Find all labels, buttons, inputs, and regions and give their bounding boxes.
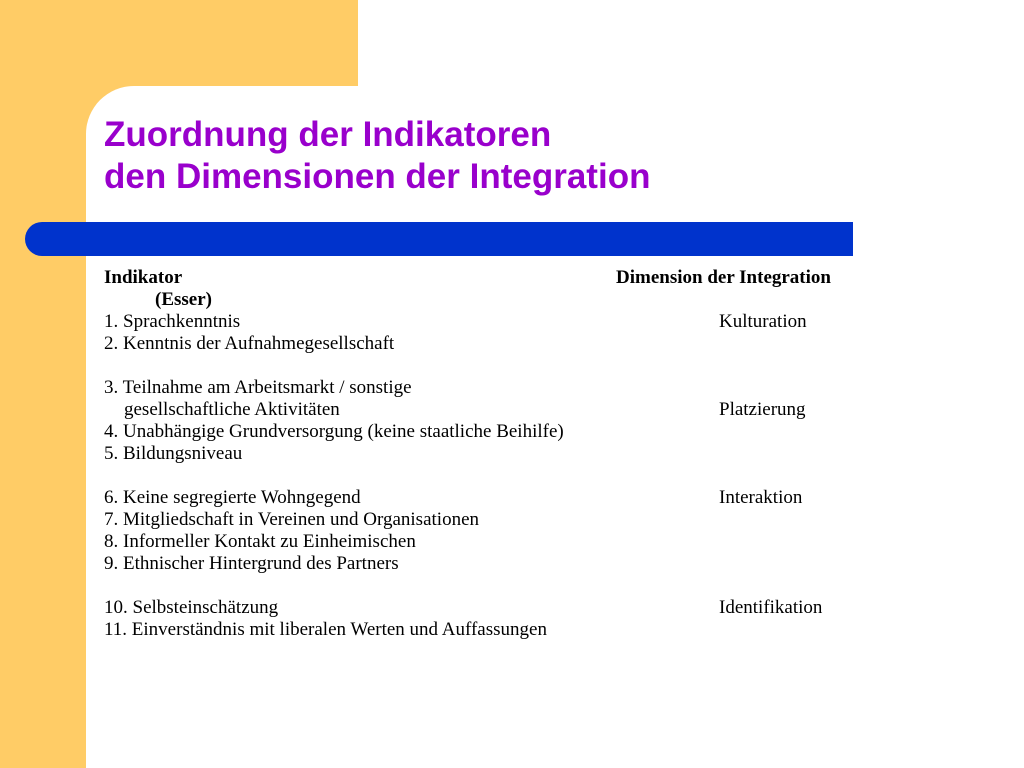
title-line-1: Zuordnung der Indikatoren	[104, 115, 552, 154]
indicator-item: 5. Bildungsniveau	[104, 443, 243, 464]
indicator-item: 8. Informeller Kontakt zu Einheimischen	[104, 531, 416, 552]
indicator-item: 2. Kenntnis der Aufnahmegesellschaft	[104, 333, 395, 354]
indicator-item: 11. Einverständnis mit liberalen Werten und Auffassungen	[104, 619, 547, 640]
dimension-platzierung: Platzierung	[719, 399, 806, 420]
column-header-dimension: Dimension der Integration	[616, 267, 831, 288]
indicator-item: 1. Sprachkenntnis	[104, 311, 241, 332]
dimension-identifikation: Identifikation	[719, 597, 823, 618]
title-divider-bar	[25, 222, 853, 256]
column-header-indikator: Indikator	[104, 267, 183, 288]
slide-title	[104, 114, 650, 198]
indicator-item: 9. Ethnischer Hintergrund des Partners	[104, 553, 399, 574]
indicator-item: 4. Unabhängige Grundversorgung (keine staatliche Beihilfe)	[104, 421, 564, 442]
dimension-interaktion: Interaktion	[719, 487, 803, 508]
indicator-item-continuation: gesellschaftliche Aktivitäten	[124, 399, 340, 420]
indicator-item: 6. Keine segregierte Wohngegend	[104, 487, 361, 508]
source-note: (Esser)	[155, 289, 212, 310]
indicator-item: 10. Selbsteinschätzung	[104, 597, 279, 618]
indicator-item: 3. Teilnahme am Arbeitsmarkt / sonstige	[104, 377, 412, 398]
title-line-2: den Dimensionen der Integration	[104, 157, 651, 196]
indicator-item: 7. Mitgliedschaft in Vereinen und Organisationen	[104, 509, 479, 530]
dimension-kulturation: Kulturation	[719, 311, 807, 332]
